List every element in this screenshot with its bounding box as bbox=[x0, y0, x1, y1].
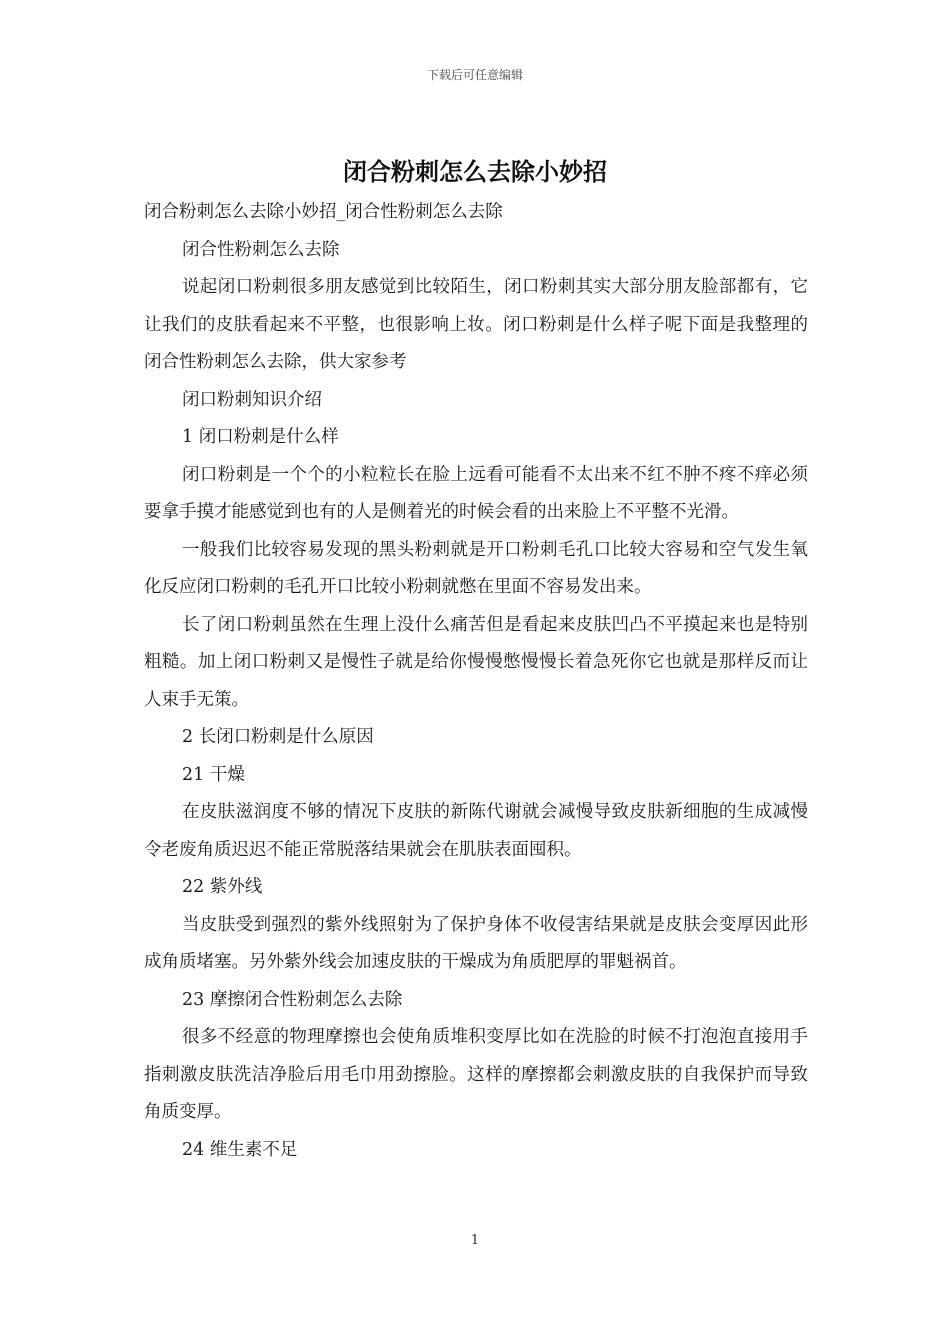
paragraph: 当皮肤受到强烈的紫外线照射为了保护身体不收侵害结果就是皮肤会变厚因此形成角质堵塞。另外紫外线会加速皮肤的干燥成为角质肥厚的罪魁祸首。 bbox=[144, 914, 808, 972]
document-body bbox=[144, 194, 808, 1169]
paragraph: 24 维生素不足 bbox=[182, 1139, 298, 1160]
paragraph: 一般我们比较容易发现的黑头粉刺就是开口粉刺毛孔口比较大容易和空气发生氧化反应闭口粉刺的毛孔开口比较小粉刺就憋在里面不容易发出来。 bbox=[144, 539, 808, 597]
document-title: 闭合粉刺怎么去除小妙招 bbox=[343, 157, 607, 186]
paragraph: 闭合性粉刺怎么去除 bbox=[182, 239, 340, 260]
page-number: 1 bbox=[470, 1233, 480, 1248]
paragraph: 很多不经意的物理摩擦也会使角质堆积变厚比如在洗脸的时候不打泡泡直接用手指刺激皮肤洗洁净脸后用毛巾用劲擦脸。这样的摩擦都会刺激皮肤的自我保护而导致角质变厚。 bbox=[144, 1027, 808, 1122]
paragraph: 2 长闭口粉刺是什么原因 bbox=[182, 727, 374, 747]
paragraph: 22 紫外线 bbox=[182, 877, 263, 897]
paragraph: 说起闭口粉刺很多朋友感觉到比较陌生，闭口粉刺其实大部分朋友脸部都有，它让我们的皮肤看起来不平整，也很影响上妆。闭口粉刺是什么样子呢下面是我整理的闭合性粉刺怎么去除，供大家参考 bbox=[144, 277, 808, 372]
paragraph: 闭合粉刺怎么去除小妙招_闭合性粉刺怎么去除 bbox=[144, 202, 503, 222]
paragraph: 长了闭口粉刺虽然在生理上没什么痛苦但是看起来皮肤凹凸不平摸起来也是特别粗糙。加上闭口粉刺又是慢性子就是给你慢慢憋慢慢长着急死你它也就是那样反而让人束手无策。 bbox=[144, 614, 808, 710]
paragraph: 23 摩擦闭合性粉刺怎么去除 bbox=[182, 989, 403, 1010]
paragraph: 闭口粉刺是一个个的小粒粒长在脸上远看可能看不太出来不红不肿不疼不痒必须要拿手摸才能感觉到也有的人是侧着光的时候会看的出来脸上不平整不光滑。 bbox=[144, 464, 808, 522]
paragraph: 闭口粉刺知识介绍 bbox=[182, 389, 322, 410]
page-header-note: 下载后可任意编辑 bbox=[426, 68, 523, 82]
paragraph: 21 干燥 bbox=[182, 764, 245, 785]
paragraph: 在皮肤滋润度不够的情况下皮肤的新陈代谢就会减慢导致皮肤新细胞的生成减慢令老废角质迟迟不能正常脱落结果就会在肌肤表面囤积。 bbox=[144, 802, 808, 860]
paragraph: 1 闭口粉刺是什么样 bbox=[182, 427, 339, 447]
